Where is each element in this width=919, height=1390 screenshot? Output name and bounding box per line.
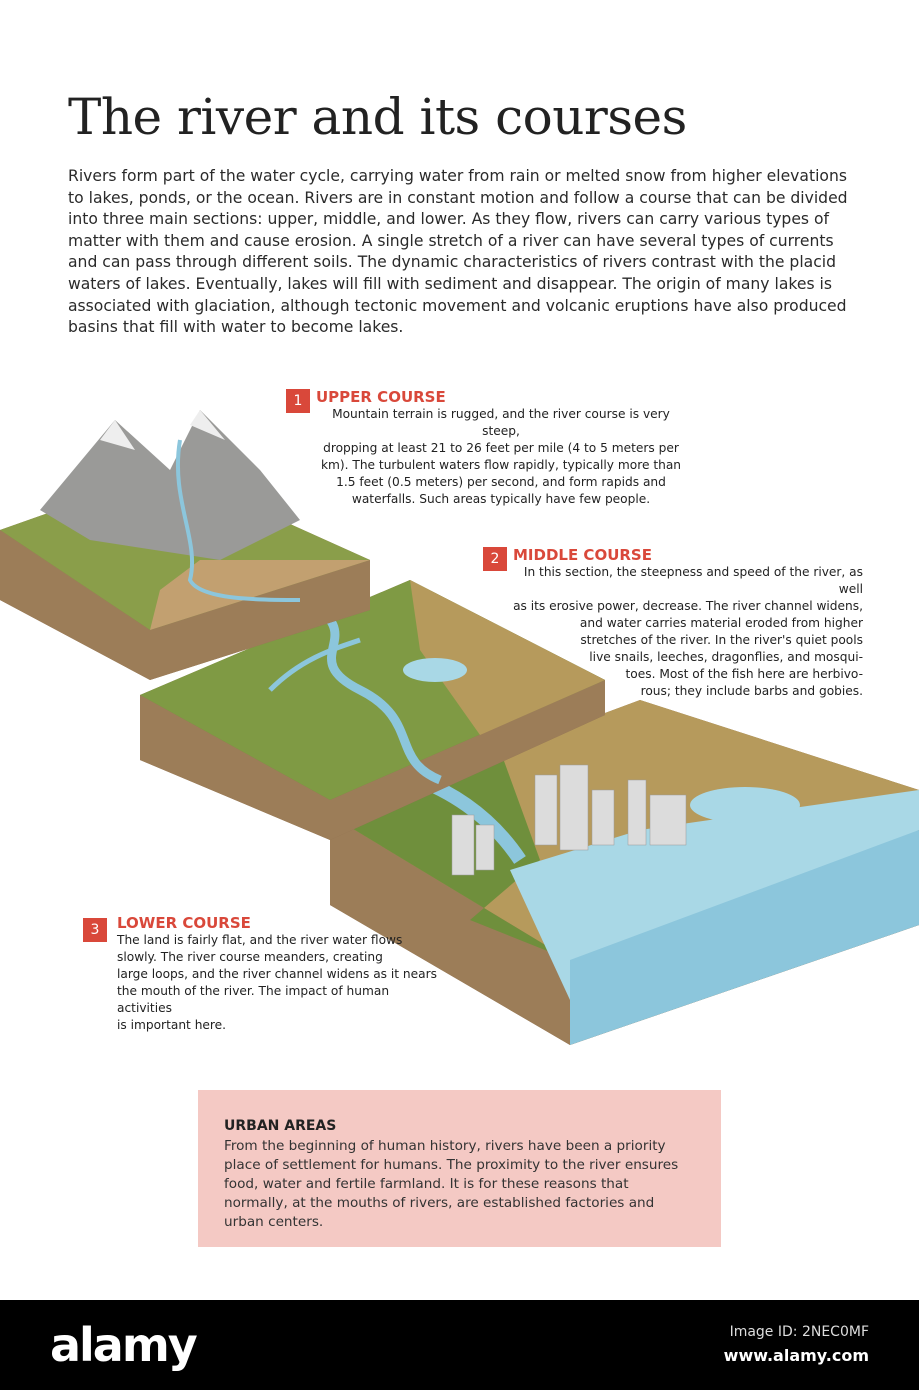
urban-areas-box xyxy=(198,1090,721,1247)
footer-bar xyxy=(0,1300,919,1390)
course-description: Mountain terrain is rugged, and the river course is very steep, dropping at least 21 to 26 feet per mile (4 to 5 meters per km). The turbulent waters flow rapidly, typically more than 1.5 feet (0.5 meters) per second, and form rapids and waterfalls. Such areas typically have few people. xyxy=(320,407,682,506)
intro-paragraph: Rivers form part of the water cycle, carrying water from rain or melted snow from higher elevations to lakes, ponds, or the ocean. Rivers are in constant motion and follow a course that can be divided into three main sections: upper, middle, and lower. As they flow, rivers can carry various types of matter with them and cause erosion. A single stretch of a river can have several types of currents and can pass through different soils. The dynamic characteristics of rivers contrast with the placid waters of lakes. Eventually, lakes will fill with sediment and disappear. The origin of many lakes is associated with glaciation, although tectonic movement and volcanic eruptions have also produced basins that fill with water to become lakes. xyxy=(68,167,848,337)
course-heading: UPPER COURSE xyxy=(316,388,446,406)
urban-areas-heading: URBAN AREAS xyxy=(224,1118,337,1134)
course-heading: LOWER COURSE xyxy=(117,914,251,932)
upper-course-callout xyxy=(286,388,686,508)
course-number-badge: 1 xyxy=(286,389,310,413)
course-heading: MIDDLE COURSE xyxy=(513,546,652,564)
course-number-badge: 2 xyxy=(483,547,507,571)
middle-course-callout xyxy=(483,546,863,700)
image-id: Image ID: 2NEC0MF xyxy=(729,1324,869,1340)
site-url[interactable]: www.alamy.com xyxy=(723,1346,869,1365)
alamy-logo: alamy xyxy=(50,1318,196,1372)
page-title: The river and its courses xyxy=(68,88,687,146)
urban-areas-text: From the beginning of human history, rivers have been a priority place of settlement for humans. The proximity to the river ensures food, water and fertile farmland. It is for these reasons that normally, at the mouths of rivers, are established factories and urban centers. xyxy=(224,1138,679,1230)
course-number-badge: 3 xyxy=(83,918,107,942)
course-description: The land is fairly flat, and the river water flows slowly. The river course meanders, creating large loops, and the river channel widens as it nears the mouth of the river. The impact of human activities is important here. xyxy=(117,933,437,1032)
course-description: In this section, the steepness and speed of the river, as well as its erosive power, decrease. The river channel widens, and water carries material eroded from higher stretches of the river. In the river's quiet pools live snails, leeches, dragonflies, and mosqui- toes. Most of the fish here are herbivo- rous; they include barbs and gobies. xyxy=(513,565,863,698)
lower-course-callout xyxy=(83,914,443,1034)
